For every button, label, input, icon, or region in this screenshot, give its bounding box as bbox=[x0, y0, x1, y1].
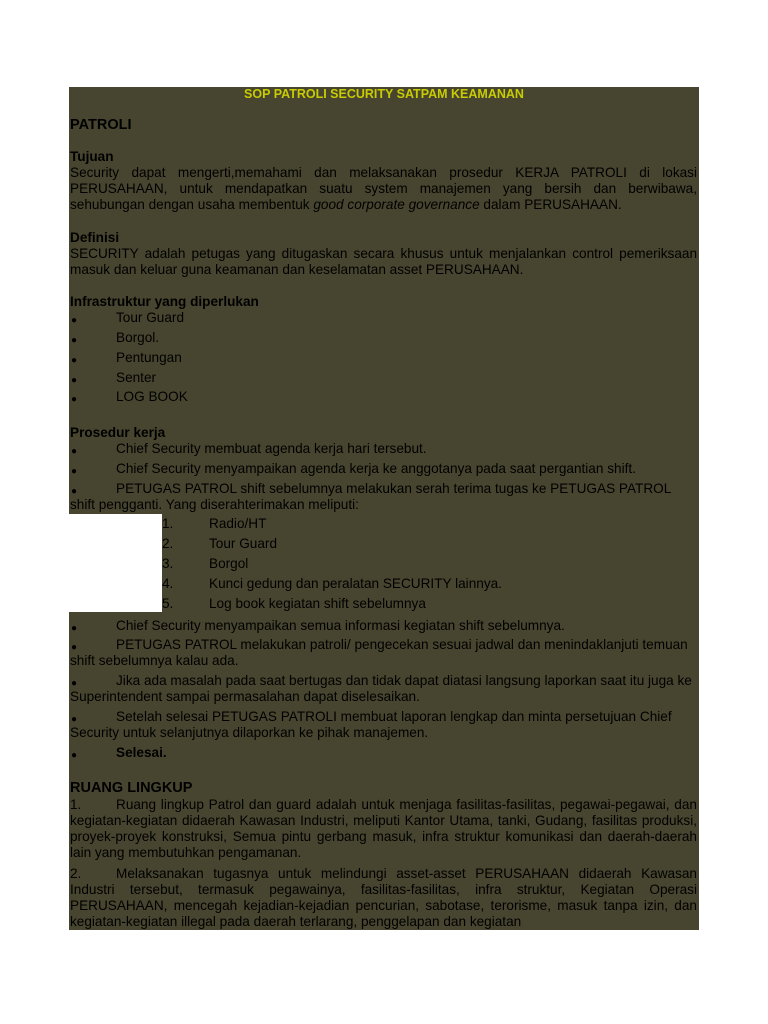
list-item-text: Jika ada masalah pada saat bertugas dan tidak dapat diatasi langsung laporkan saat itu juga ke Superintendent sampai permasalahan dapat diselesaikan. bbox=[70, 673, 692, 704]
list-item-text: Chief Security membuat agenda kerja hari tersebut. bbox=[116, 441, 427, 456]
list-item bbox=[70, 461, 697, 477]
ruang-lingkup-number: 2. bbox=[70, 866, 82, 881]
bullet-dot-icon: ● bbox=[71, 466, 78, 477]
ruang-lingkup-text: Ruang lingkup Patrol dan guard adalah untuk menjaga fasilitas-fasilitas, pegawai-pegawai, dan kegiatan-kegiatan didaerah Kawasan Industri, meliputi Kantor Utama, tanki, Gudang, fasilitas produksi, proyek-proyek konstruksi, Semua pintu gerbang masuk, infra struktur komunikasi dan daerah-daerah lain yang membutuhkan pengamanan. bbox=[70, 797, 697, 860]
list-item bbox=[70, 709, 697, 741]
paragraph-definisi: SECURITY adalah petugas yang ditugaskan secara khusus untuk menjalankan control pemeriksaan masuk dan keluar guna keamanan dan keselamatan asset PERUSAHAAN. bbox=[70, 246, 697, 277]
heading-prosedur-kerja: Prosedur kerja bbox=[70, 425, 166, 440]
ruang-lingkup-number: 1. bbox=[70, 797, 82, 812]
section-heading-patroli: PATROLI bbox=[70, 117, 132, 133]
ruang-lingkup-item bbox=[70, 797, 697, 861]
bullet-dot-icon: ● bbox=[71, 678, 78, 689]
bullet-dot-icon: ● bbox=[71, 335, 78, 346]
heading-tujuan: Tujuan bbox=[70, 149, 114, 164]
list-item-text: Borgol. bbox=[116, 330, 160, 345]
handover-text: Radio/HT bbox=[209, 516, 267, 531]
handover-number: 4. bbox=[162, 576, 174, 591]
list-item-text: Tour Guard bbox=[116, 310, 185, 325]
list-item bbox=[70, 637, 697, 669]
handover-number: 5. bbox=[162, 596, 174, 611]
list-item bbox=[70, 310, 697, 326]
list-item-text: Selesai. bbox=[116, 745, 167, 760]
list-item-text: Senter bbox=[116, 370, 157, 385]
bullet-dot-icon: ● bbox=[71, 375, 78, 386]
handover-number: 2. bbox=[162, 536, 174, 551]
handover-text: Log book kegiatan shift sebelumnya bbox=[209, 596, 426, 611]
list-item bbox=[70, 389, 697, 405]
bullet-dot-icon: ● bbox=[71, 394, 78, 405]
document-sheet bbox=[69, 87, 699, 930]
list-item bbox=[70, 673, 697, 705]
bullet-dot-icon: ● bbox=[71, 623, 78, 634]
tujuan-text-after: dalam PERUSAHAAN. bbox=[479, 197, 622, 212]
tujuan-text-before: Security dapat mengerti,memahami dan melaksanakan prosedur KERJA PATROLI di lokasi PERUSAHAAN, untuk mendapatkan suatu system manajemen yang bersih dan berwibawa, sehubungan dengan usaha membentuk bbox=[70, 165, 697, 212]
list-item bbox=[70, 441, 697, 457]
handover-text: Kunci gedung dan peralatan SECURITY lainnya. bbox=[209, 576, 502, 591]
ruang-lingkup-text: Melaksanakan tugasnya untuk melindungi asset-asset PERUSAHAAN didaerah Kawasan Industri tersebut, termasuk pegawainya, fasilitas-fasilitas, infra struktur, Kegiatan Operasi PERUSAHAAN, mencegah kejadian-kejadian pencurian, sabotase, terorisme, masuk tanpa izin, dan kegiatan-kegiatan illegal pada daerah terlarang, penggelapan dan kegiatan bbox=[70, 866, 697, 929]
list-item bbox=[70, 745, 697, 761]
handover-text: Tour Guard bbox=[209, 536, 278, 551]
bullet-dot-icon: ● bbox=[71, 714, 78, 725]
list-item-text: Pentungan bbox=[116, 350, 182, 365]
handover-number: 1. bbox=[162, 516, 174, 531]
list-item-text: PETUGAS PATROL shift sebelumnya melakukan serah terima tugas ke PETUGAS PATROL shift pengganti. Yang diserahterimakan meliputi: bbox=[70, 481, 671, 512]
bullet-dot-icon: ● bbox=[71, 750, 78, 761]
bullet-dot-icon: ● bbox=[71, 642, 78, 653]
handover-text: Borgol bbox=[209, 556, 249, 571]
bullet-dot-icon: ● bbox=[71, 355, 78, 366]
list-item-text: LOG BOOK bbox=[116, 389, 188, 404]
section-heading-ruang-lingkup: RUANG LINGKUP bbox=[70, 780, 193, 796]
list-item bbox=[70, 330, 697, 346]
list-item-text: Setelah selesai PETUGAS PATROLI membuat laporan lengkap dan minta persetujuan Chief Security untuk selanjutnya dilaporkan ke pihak manajemen. bbox=[70, 709, 672, 740]
list-item bbox=[70, 370, 697, 386]
list-item bbox=[70, 618, 697, 634]
list-item-text: PETUGAS PATROL melakukan patroli/ pengecekan sesuai jadwal dan menindaklanjuti temuan shift sebelumnya kalau ada. bbox=[70, 637, 688, 668]
paragraph-tujuan bbox=[70, 165, 697, 213]
list-item-text: Chief Security menyampaikan semua informasi kegiatan shift sebelumnya. bbox=[116, 618, 565, 633]
bullet-dot-icon: ● bbox=[71, 446, 78, 457]
list-item-text: Chief Security menyampaikan agenda kerja ke anggotanya pada saat pergantian shift. bbox=[116, 461, 636, 476]
bullet-dot-icon: ● bbox=[71, 486, 78, 497]
ruang-lingkup-item bbox=[70, 866, 697, 930]
handover-number: 3. bbox=[162, 556, 174, 571]
heading-infrastruktur: Infrastruktur yang diperlukan bbox=[70, 294, 259, 309]
handover-list-margin bbox=[69, 514, 162, 612]
list-item bbox=[70, 350, 697, 366]
bullet-dot-icon: ● bbox=[71, 315, 78, 326]
list-item bbox=[70, 481, 697, 513]
heading-definisi: Definisi bbox=[70, 230, 120, 245]
document-title: SOP PATROLI SECURITY SATPAM KEAMANAN bbox=[244, 87, 524, 101]
tujuan-text-italic: good corporate governance bbox=[313, 197, 480, 212]
